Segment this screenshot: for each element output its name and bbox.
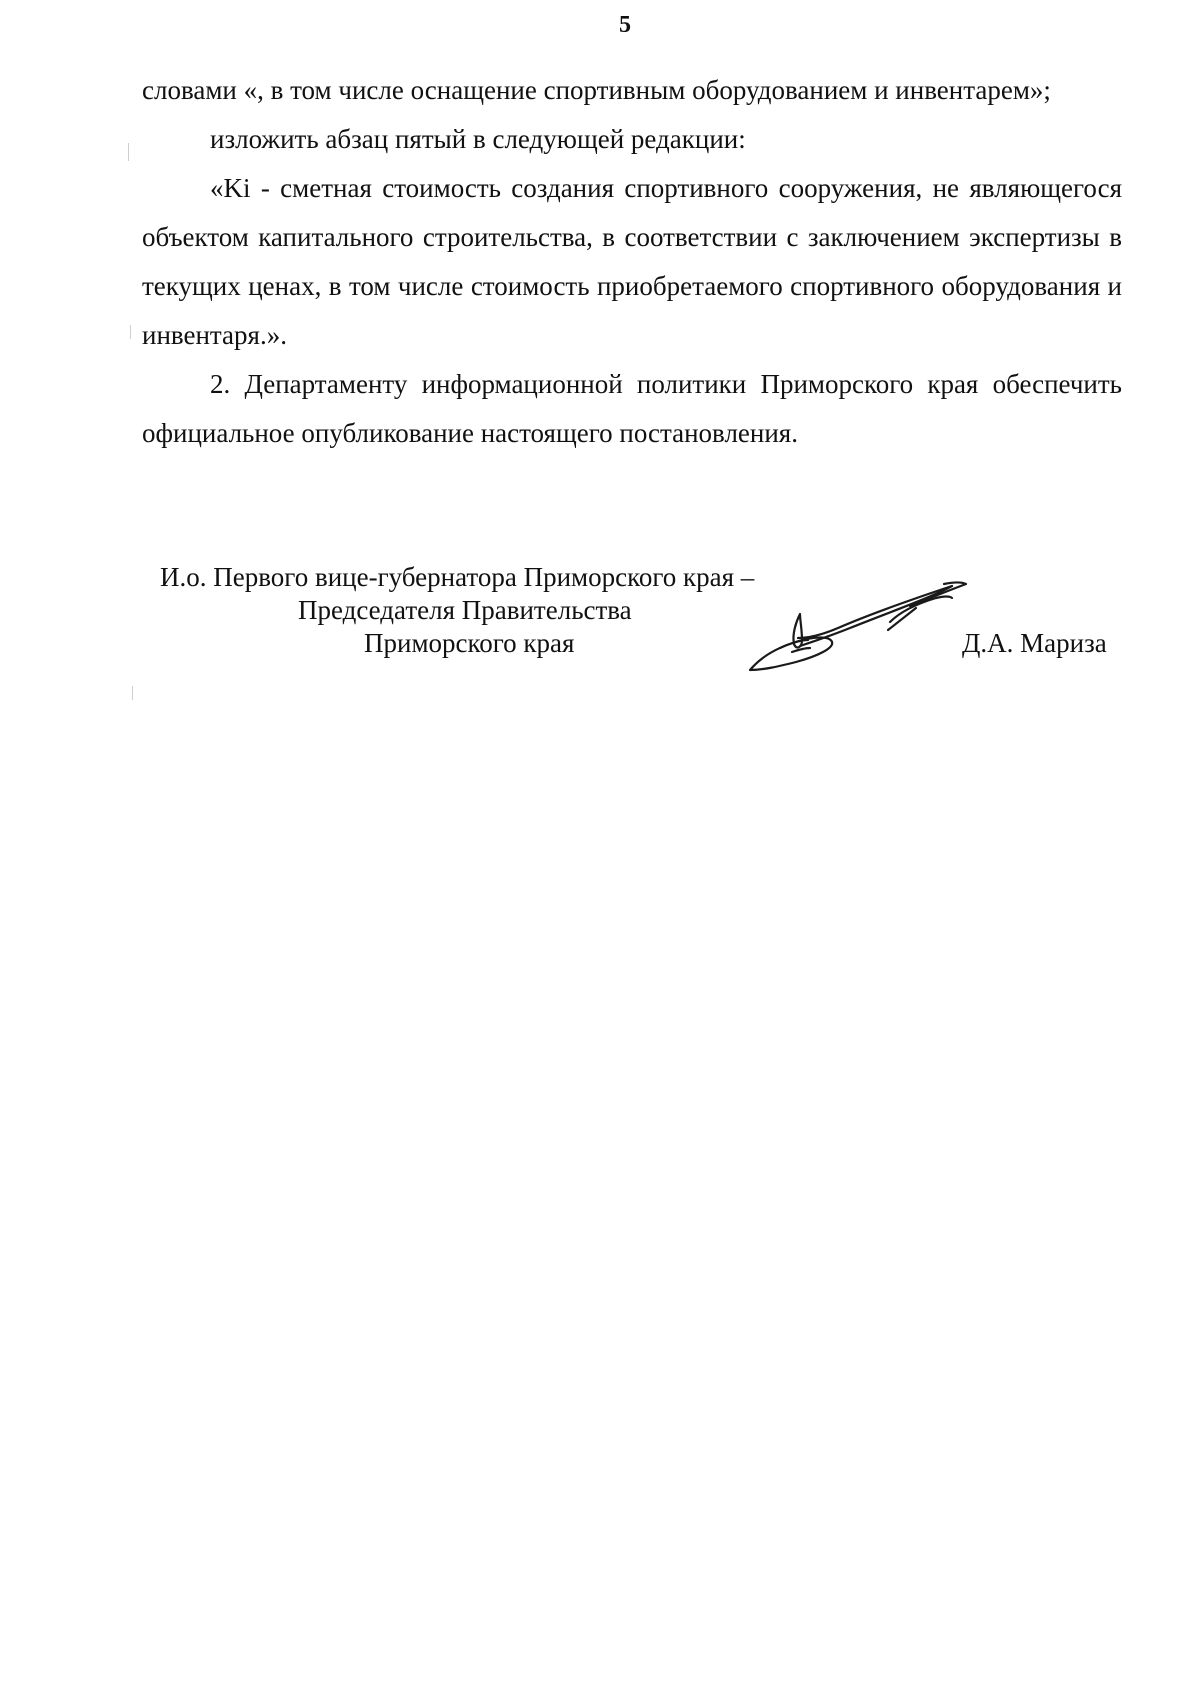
paragraph-3: «Ki - сметная стоимость создания спортивного сооружения, не являющегося объектом капитального строительства, в соответствии с заключением экспертизы в текущих ценах, в том числе стоимость приобретаемого спортивного оборудования и инвентаря.». — [142, 173, 1122, 350]
paragraph-2: изложить абзац пятый в следующей редакции: — [210, 124, 746, 154]
signatory-title-line-3: Приморского края — [364, 628, 575, 658]
signatory-title — [160, 561, 754, 660]
paragraph-4: 2. Департаменту информационной политики Приморского края обеспечить официальное опубликование настоящего постановления. — [142, 369, 1122, 448]
signatory-title-line-1: И.о. Первого вице-губернатора Приморского края – — [160, 562, 755, 592]
scan-margin-mark — [132, 686, 133, 700]
scan-margin-mark — [128, 143, 129, 161]
signatory-title-line-2: Председателя Правительства — [298, 595, 632, 625]
handwritten-signature — [740, 578, 980, 682]
scan-margin-mark — [130, 325, 131, 339]
signatory-name: Д.А. Мариза — [962, 628, 1107, 658]
paragraph-1: словами «, в том числе оснащение спортивным оборудованием и инвентарем»; — [142, 75, 1051, 105]
page-number: 5 — [619, 12, 631, 38]
document-body — [142, 66, 1122, 458]
